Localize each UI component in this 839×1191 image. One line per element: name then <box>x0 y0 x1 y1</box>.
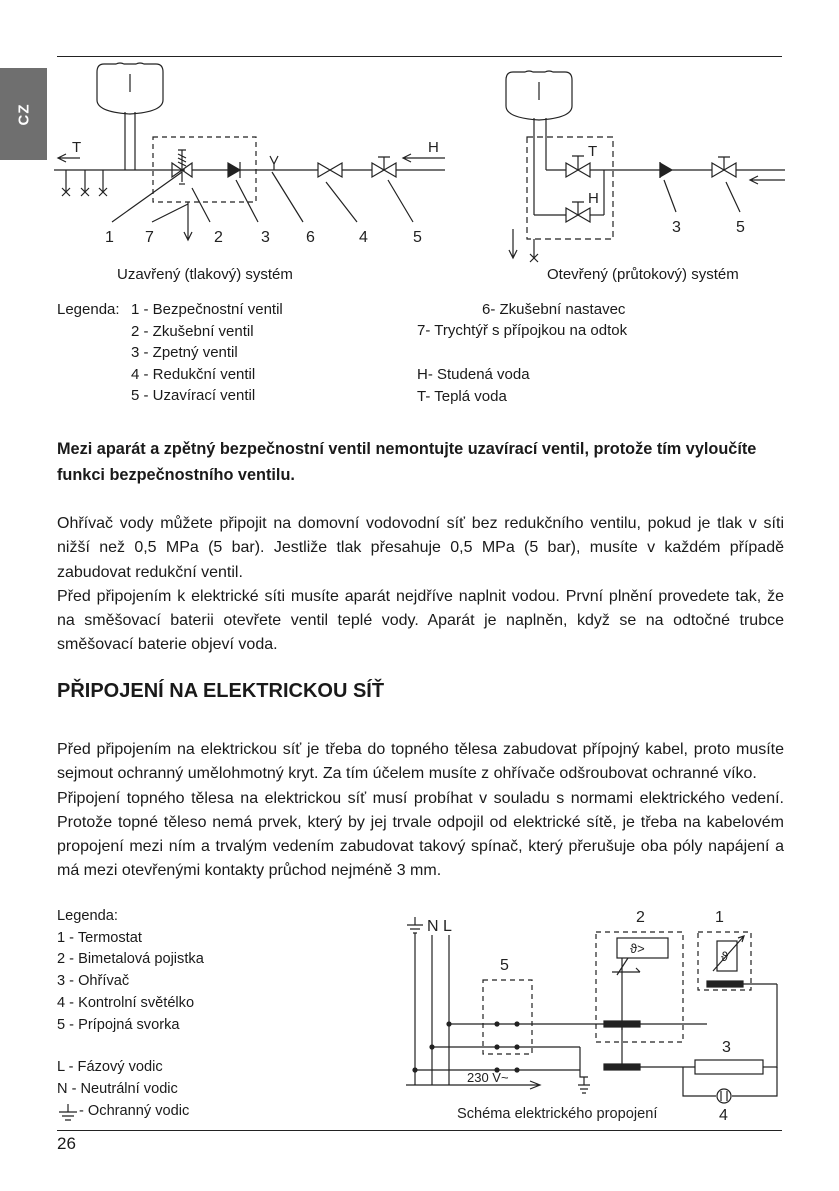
legend-item: H- Studená voda <box>417 366 530 383</box>
legend-item: 7- Trychtýř s přípojkou na odtok <box>417 322 628 339</box>
callout-3: 3 <box>261 229 270 246</box>
legend-item: 5 - Uzavírací ventil <box>131 387 256 404</box>
legend-item: L - Fázový vodic <box>57 1059 163 1076</box>
indicator-lamp <box>717 1089 731 1103</box>
closed-system-caption: Uzavřený (tlakový) systém <box>117 266 293 283</box>
callout-4: 4 <box>359 229 368 246</box>
fuse-symbol: ϑ> <box>630 941 645 956</box>
legend-item: 6- Zkušební nastavec <box>482 301 626 318</box>
label-3: 3 <box>722 1039 731 1056</box>
legend-item: 1 - Termostat <box>57 929 142 946</box>
terminal-block <box>483 980 532 1054</box>
warning-text: Mezi aparát a zpětný bezpečnostní ventil nemontujte uzavírací ventil, protože tím vyloučíte funkci bezpečnostního ventilu. <box>57 440 757 484</box>
label-4: 4 <box>719 1107 728 1124</box>
language-tab-label: CZ <box>15 103 32 125</box>
legend-prefix: Legenda: <box>57 301 120 318</box>
label-2: 2 <box>636 909 645 926</box>
legend-item: T- Teplá voda <box>417 388 507 405</box>
legend-item: 5 - Prípojná svorka <box>57 1016 180 1033</box>
cold-label-right: H <box>588 190 599 207</box>
ground-label: - Ochranný vodic <box>79 1102 190 1119</box>
legend-item: 1 - Bezpečnostní ventil <box>131 301 283 318</box>
legend-item: N - Neutrální vodic <box>57 1080 178 1097</box>
cold-label-left: H <box>428 139 439 156</box>
label-5: 5 <box>500 957 509 974</box>
heater <box>695 1060 763 1074</box>
paragraph: Před připojením na elektrickou síť je třeba do topného tělesa zabudovat přípojný kabel, proto musíte sejmout ochranný umělohmotný kryt. Za tím účelem musíte z ohřívače odšroubovat ochranné víko. <box>57 741 784 783</box>
paragraph: Připojení topného tělesa na elektrickou síť musí probíhat v souladu s normami elektrického vedení. Protože topné těleso nemá prvek, který by jej trvale odpojil od elektrické sítě, je třeba na kabelovém propojení mezi ním a trvalým vedením zabudovat takový spínač, který přerušuje oba póly napájení a má mezi otevřenými kontakty průchod nejméně 3 mm. <box>57 789 784 880</box>
legend-item: 2 - Zkušební ventil <box>131 322 254 340</box>
callout-5: 5 <box>413 229 422 246</box>
legend-item: 3 - Zpetný ventil <box>131 344 238 361</box>
schematic-caption: Schéma elektrického propojení <box>457 1106 658 1122</box>
hot-label-right: T <box>588 143 598 160</box>
section-heading: PŘIPOJENÍ NA ELEKTRICKOU SÍŤ <box>57 680 385 702</box>
thermostat-symbol: ϑ <box>721 949 729 964</box>
paragraph: Ohřívač vody můžete připojit na domovní vodovodní síť bez redukčního ventilu, pokud je tlak v síti nižší než 0,5 MPa (5 bar). Jestliže tlak přesahuje 0,5 MPa (5 bar), musíte v každém případě zabudovat redukční ventil. <box>57 515 784 581</box>
ground-icon <box>407 917 423 933</box>
callout-3-right: 3 <box>672 219 681 236</box>
supply-label: N L <box>427 918 452 935</box>
bottom-rule <box>57 1130 782 1131</box>
open-system-caption: Otevřený (průtokový) systém <box>547 266 739 283</box>
callout-7: 7 <box>145 229 154 246</box>
legend-item: 3 - Ohřívač <box>57 973 130 990</box>
voltage-label: 230 V~ <box>467 1070 509 1085</box>
electric-legend-title: Legenda: <box>57 908 118 924</box>
paragraph: Před připojením k elektrické síti musíte aparát nejdříve naplnit vodou. První plnění provedete tak, že na směšovací baterii otevřete ventil teplé vody. Aparát je naplněn, když se na odtočné trubce směšovací baterie objeví voda. <box>57 587 784 654</box>
legend-item: 2 - Bimetalová pojistka <box>57 951 204 968</box>
callout-6: 6 <box>306 229 315 246</box>
page-number: 26 <box>57 1134 76 1153</box>
callout-5-right: 5 <box>736 219 745 236</box>
label-1: 1 <box>715 909 724 926</box>
legend-item: 4 - Kontrolní světélko <box>57 994 195 1011</box>
callout-2: 2 <box>214 229 223 246</box>
hot-label-left: T <box>72 139 82 156</box>
callout-1: 1 <box>105 229 114 246</box>
legend-item: 4 - Redukční ventil <box>131 365 256 383</box>
